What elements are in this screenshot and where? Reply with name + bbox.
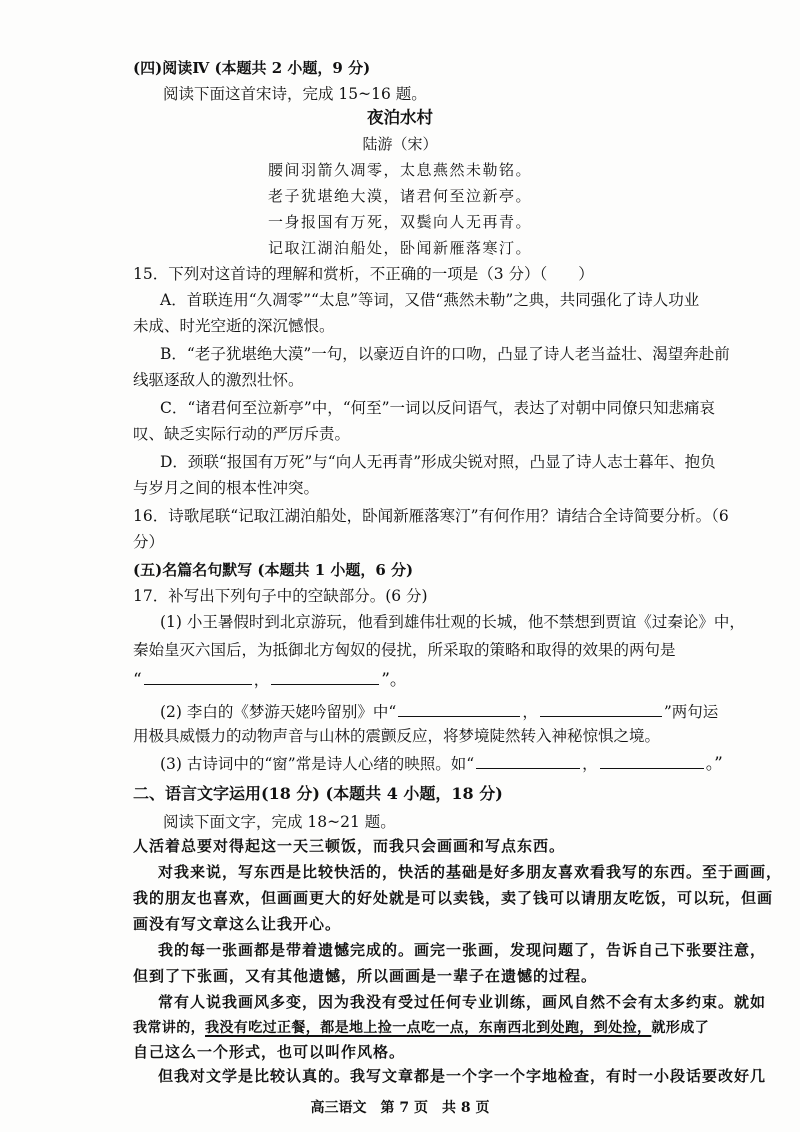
passage-text: 就形成了: [651, 1020, 710, 1036]
q15-option-c: C．“诸君何至泣新亭”中，“何至”一词以反问语气，表达了对朝中同僚只知悲痛哀: [160, 399, 716, 417]
poem-line: 腰间羽箭久凋零，太息燕然未勒铭。: [267, 161, 532, 179]
q15-stem: 15．下列对这首诗的理解和赏析，不正确的一项是（3 分）（ ）: [133, 265, 594, 283]
section5-heading: (五)名篇名句默写 (本题共 1 小题，6 分): [133, 561, 414, 579]
q15-option-b: B．“老子犹堪绝大漠”一句，以豪迈自许的口吻，凸显了诗人老当益壮、渴望奔赴前: [160, 345, 730, 363]
q17-part1: (1) 小王暑假时到北京游玩，他看到雄伟壮观的长城，他不禁想到贾谊《过秦论》中，: [160, 613, 745, 631]
answer-blank[interactable]: [600, 752, 704, 769]
q17-part2-cont: 用极具威慑力的动物声音与山林的震颤反应，将梦境陡然转入神秘惊惧之境。: [133, 727, 661, 745]
section4-intro: 阅读下面这首宋诗，完成 15~16 题。: [163, 85, 427, 103]
answer-blank[interactable]: [476, 752, 580, 769]
poem-title: 夜泊水村: [367, 108, 433, 127]
q15-option-d-cont: 与岁月之间的根本性冲突。: [133, 479, 320, 497]
passage-line-underlined: [133, 1018, 709, 1038]
passage-line: 我的朋友也喜欢，但画画更大的好处就是可以卖钱，卖了钱可以请朋友吃饭，可以玩，但画: [133, 889, 774, 907]
poem-line: 记取江湖泊船处，卧闻新雁落寒汀。: [267, 239, 532, 257]
q15-option-b-cont: 线驱逐敌人的激烈壮怀。: [133, 371, 304, 389]
section4-heading: (四)阅读Ⅳ (本题共 2 小题，9 分): [133, 59, 371, 77]
q17-part2: (2) 李白的《梦游天姥吟留别》中“ ， ”两句运: [160, 700, 718, 722]
passage-line: 自己这么一个形式，也可以叫作风格。: [133, 1043, 406, 1061]
part2-intro: 阅读下面文字，完成 18~21 题。: [163, 813, 396, 831]
q17-part3-text: (3) 古诗词中的“窗”常是诗人心绪的映照。如“: [160, 755, 475, 773]
passage-line: 常有人说我画风多变，因为我没有受过任何专业训练，画风自然不会有太多约束。就如: [158, 993, 767, 1011]
passage-line: 人活着总要对得起这一天三顿饭，而我只会画画和写点东西。: [133, 837, 566, 855]
passage-line: 但到了下张画，又有其他遗憾，所以画画是一辈子在遗憾的过程。: [133, 967, 598, 985]
passage-line: 我的每一张画都是带着遗憾完成的。画完一张画，发现问题了，告诉自己下张要注意，: [158, 941, 767, 959]
passage-line: 但我对文学是比较认真的。我写文章都是一个字一个字地检查，有时一小段话要改好几: [158, 1067, 767, 1085]
poem-author: 陆游（宋）: [362, 135, 438, 153]
q15-option-a: A．首联连用“久凋零”“太息”等词，又借“燕然未勒”之典，共同强化了诗人功业: [160, 291, 700, 309]
q17-part3: (3) 古诗词中的“窗”常是诗人心绪的映照。如“ ， 。”: [160, 754, 723, 774]
q15-option-c-cont: 叹、缺乏实际行动的严厉斥责。: [133, 425, 351, 443]
part2-heading: 二、语言文字运用(18 分) (本题共 4 小题，18 分): [133, 784, 503, 803]
poem-line: 老子犹堪绝大漠，诸君何至泣新亭。: [267, 187, 532, 205]
q17-part1-cont: 秦始皇灭六国后，为抵御北方匈奴的侵扰，所采取的策略和取得的效果的两句是: [133, 641, 676, 659]
q17-part2-tail: ”两句运: [663, 703, 719, 721]
q15-option-d: D．颈联“报国有万死”与“向人无再青”形成尖锐对照，凸显了诗人志士暮年、抱负: [160, 453, 716, 471]
answer-blank[interactable]: [144, 668, 252, 685]
passage-line: 画没有写文章这么让我开心。: [133, 915, 342, 933]
q17-stem: 17．补写出下列句子中的空缺部分。(6 分): [133, 587, 428, 605]
q17-part2-text: (2) 李白的《梦游天姥吟留别》中“: [160, 703, 397, 721]
page-footer: 高三语文 第 7 页 共 8 页: [310, 1100, 490, 1116]
passage-line: 对我来说，写东西是比较快活的，快活的基础是好多朋友喜欢看我写的东西。至于画画，: [158, 863, 783, 881]
poem-line: 一身报国有万死，双鬓向人无再青。: [267, 213, 532, 231]
q16-stem: 16．诗歌尾联“记取江湖泊船处，卧闻新雁落寒汀”有何作用？请结合全诗简要分析。（6: [133, 507, 729, 525]
answer-blank[interactable]: [398, 700, 520, 717]
q17-part1-answer-line: “ ， ”。: [133, 670, 407, 690]
answer-blank[interactable]: [271, 668, 379, 685]
q15-option-a-cont: 未成、时光空逝的深沉憾恨。: [133, 317, 335, 335]
q16-stem-cont: 分）: [133, 533, 165, 551]
answer-blank[interactable]: [540, 700, 662, 717]
handwritten-underline: 我没有吃过正餐，都是地上捡一点吃一点，东南西北到处跑，到处捡，: [205, 1020, 652, 1036]
passage-text: 我常讲的，: [133, 1020, 205, 1036]
